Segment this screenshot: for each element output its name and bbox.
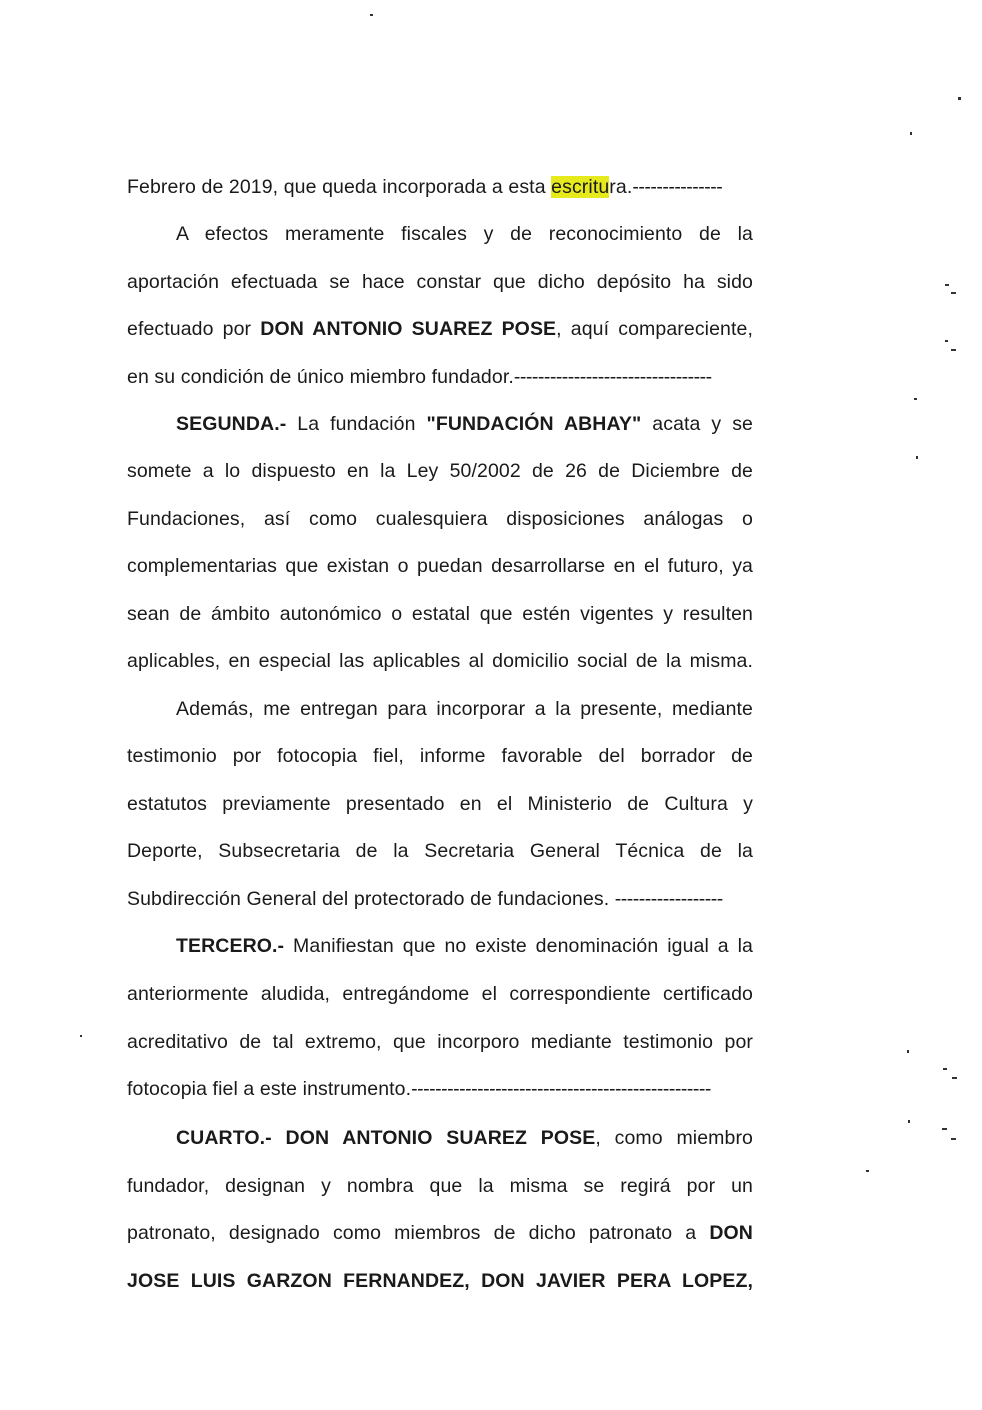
person-names: JOSE LUIS GARZON FERNANDEZ, DON JAVIER PERA LOPEZ,	[127, 1270, 753, 1292]
document-line: fundador, designan y nombra que la misma se regirá por un	[127, 1175, 753, 1197]
clause-heading: CUARTO.-	[176, 1127, 272, 1149]
line-text: Subdirección General del protectorado de fundaciones.	[127, 888, 615, 910]
scan-speck	[945, 340, 948, 342]
scan-speck	[945, 284, 949, 286]
line-text: en su condición de único miembro fundador.	[127, 366, 514, 388]
document-line	[127, 1269, 753, 1293]
line-text: Febrero de 2019, que queda incorporada a esta	[127, 176, 552, 198]
document-line: Fundaciones, así como cualesquiera disposiciones análogas o	[127, 508, 753, 530]
person-name: DON ANTONIO SUAREZ POSE	[260, 318, 557, 340]
document-line: aplicables, en especial las aplicables al domicilio social de la misma.	[127, 650, 753, 672]
scan-speck	[907, 1050, 909, 1053]
scan-speck	[370, 14, 373, 16]
scan-speck	[943, 1068, 947, 1070]
line-text: patronato, designado como miembros de dicho patronato a	[127, 1222, 710, 1244]
scan-speck	[914, 398, 917, 400]
line-text: , como miembro	[595, 1127, 753, 1149]
document-line: sean de ámbito autonómico o estatal que estén vigentes y resulten	[127, 603, 753, 625]
document-line: Además, me entregan para incorporar a la presente, mediante	[176, 698, 753, 720]
line-text: La fundación	[286, 413, 427, 435]
filler-dashes: ------------------	[614, 888, 723, 910]
scan-speck	[951, 1138, 956, 1140]
scan-speck	[910, 132, 912, 135]
document-line: anteriormente aludida, entregándome el correspondiente certificado	[127, 983, 753, 1005]
document-line	[176, 412, 753, 436]
clause-heading: TERCERO.-	[176, 935, 285, 957]
filler-dashes: ---------------	[632, 176, 723, 198]
foundation-name: "FUNDACIÓN ABHAY"	[426, 413, 642, 435]
document-line: complementarias que existan o puedan desarrollarse en el futuro, ya	[127, 555, 753, 577]
document-line: acreditativo de tal extremo, que incorporo mediante testimonio por	[127, 1031, 753, 1053]
document-line: testimonio por fotocopia fiel, informe favorable del borrador de	[127, 745, 753, 767]
line-text: Manifiestan que no existe denominación igual a la	[284, 935, 753, 957]
scan-speck	[916, 456, 918, 459]
line-text: fotocopia fiel a este instrumento.	[127, 1078, 412, 1100]
filler-dashes: --------------------------------------------------	[411, 1078, 711, 1100]
line-text: acata y se	[641, 413, 753, 435]
highlighted-text: escritu	[551, 176, 610, 198]
document-line	[176, 1126, 753, 1150]
document-line: A efectos meramente fiscales y de reconocimiento de la	[176, 223, 753, 245]
document-line: somete a lo dispuesto en la Ley 50/2002 de 26 de Diciembre de	[127, 460, 753, 482]
person-name: DON	[709, 1222, 753, 1244]
document-line: Deporte, Subsecretaria de la Secretaria General Técnica de la	[127, 840, 753, 862]
scan-speck	[908, 1120, 910, 1123]
line-text: efectuado por	[127, 318, 261, 340]
document-line	[127, 1221, 753, 1245]
document-line	[176, 934, 753, 958]
scan-speck	[952, 1077, 957, 1079]
document-line	[127, 317, 753, 341]
document-line	[127, 365, 753, 389]
clause-heading: SEGUNDA.-	[176, 413, 287, 435]
line-text: ra.	[609, 176, 633, 198]
line-text: , aquí compareciente,	[556, 318, 753, 340]
scan-speck	[942, 1128, 947, 1130]
document-line: aportación efectuada se hace constar que dicho depósito ha sido	[127, 271, 753, 293]
document-line: estatutos previamente presentado en el Ministerio de Cultura y	[127, 793, 753, 815]
document-line	[127, 175, 753, 199]
filler-dashes: ---------------------------------	[513, 366, 712, 388]
scan-speck	[951, 292, 956, 294]
scan-speck	[958, 97, 961, 100]
person-name: DON ANTONIO SUAREZ POSE	[285, 1127, 596, 1149]
scan-speck	[866, 1170, 869, 1172]
scan-speck	[80, 1035, 82, 1037]
scan-speck	[951, 349, 956, 351]
document-line	[127, 1077, 753, 1101]
line-text	[272, 1127, 286, 1149]
document-line	[127, 887, 753, 911]
